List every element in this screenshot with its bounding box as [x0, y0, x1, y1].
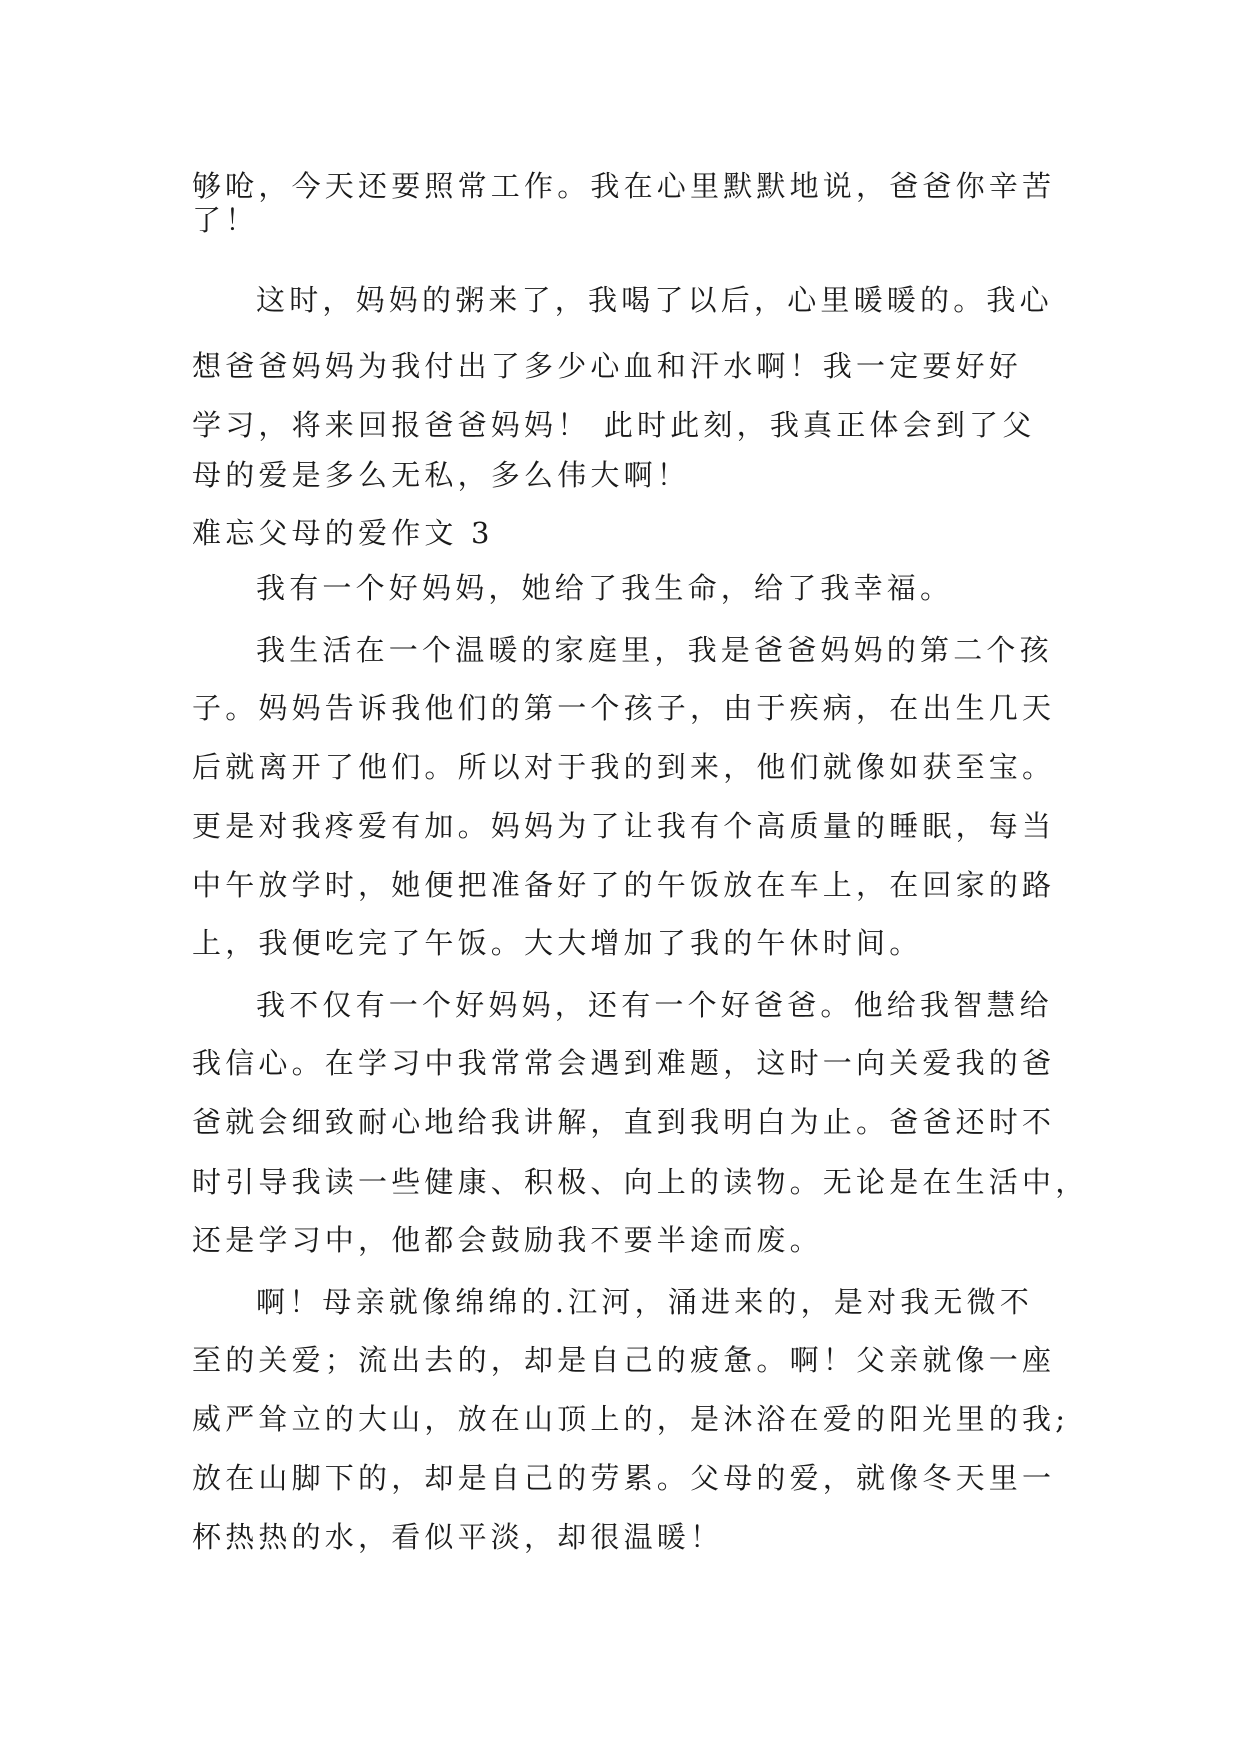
- text-line: 时引导我读一些健康、积极、向上的读物。无论是在生活中，: [192, 1165, 1089, 1199]
- text-line: 放在山脚下的，却是自己的劳累。父母的爱，就像冬天里一: [192, 1461, 1056, 1495]
- paragraph-start-line: 我有一个好妈妈，她给了我生命，给了我幸福。: [256, 571, 954, 605]
- text-line: 还是学习中，他都会鼓励我不要半途而废。: [192, 1223, 823, 1257]
- text-line: 中午放学时，她便把准备好了的午饭放在车上，在回家的路: [192, 868, 1056, 902]
- text-line: 威严耸立的大山，放在山顶上的，是沐浴在爱的阳光里的我;: [192, 1402, 1070, 1436]
- text-line: 杯热热的水，看似平淡，却很温暖！: [192, 1520, 724, 1554]
- paragraph-start-line: 我生活在一个温暖的家庭里，我是爸爸妈妈的第二个孩: [256, 633, 1053, 667]
- text-line: 爸就会细致耐心地给我讲解，直到我明白为止。爸爸还时不: [192, 1105, 1056, 1139]
- text-line: 上，我便吃完了午饭。大大增加了我的午休时间。: [192, 926, 923, 960]
- text-line: 够呛，今天还要照常工作。我在心里默默地说，爸爸你辛苦: [192, 169, 1056, 203]
- section-heading: 难忘父母的爱作文 3: [192, 516, 494, 550]
- text-line: 想爸爸妈妈为我付出了多少心血和汗水啊！我一定要好好: [192, 349, 1023, 383]
- text-line: 更是对我疼爱有加。妈妈为了让我有个高质量的睡眠，每当: [192, 809, 1056, 843]
- paragraph-start-line: 我不仅有一个好妈妈，还有一个好爸爸。他给我智慧给: [256, 988, 1053, 1022]
- text-line: 我信心。在学习中我常常会遇到难题，这时一向关爱我的爸: [192, 1046, 1056, 1080]
- paragraph-start-line: 啊！母亲就像绵绵的.江河，涌进来的，是对我无微不: [256, 1285, 1034, 1319]
- text-line: 子。妈妈告诉我他们的第一个孩子，由于疾病，在出生几天: [192, 691, 1056, 725]
- text-line: 后就离开了他们。所以对于我的到来，他们就像如获至宝。: [192, 750, 1056, 784]
- text-line: 至的关爱；流出去的，却是自己的疲惫。啊！父亲就像一座: [192, 1343, 1056, 1377]
- text-line: 母的爱是多么无私，多么伟大啊！: [192, 458, 691, 492]
- paragraph-start-line: 这时，妈妈的粥来了，我喝了以后，心里暖暖的。我心: [256, 283, 1053, 317]
- text-line: 学习，将来回报爸爸妈妈！ 此时此刻，我真正体会到了父: [192, 408, 1036, 442]
- text-line: 了！: [192, 203, 259, 237]
